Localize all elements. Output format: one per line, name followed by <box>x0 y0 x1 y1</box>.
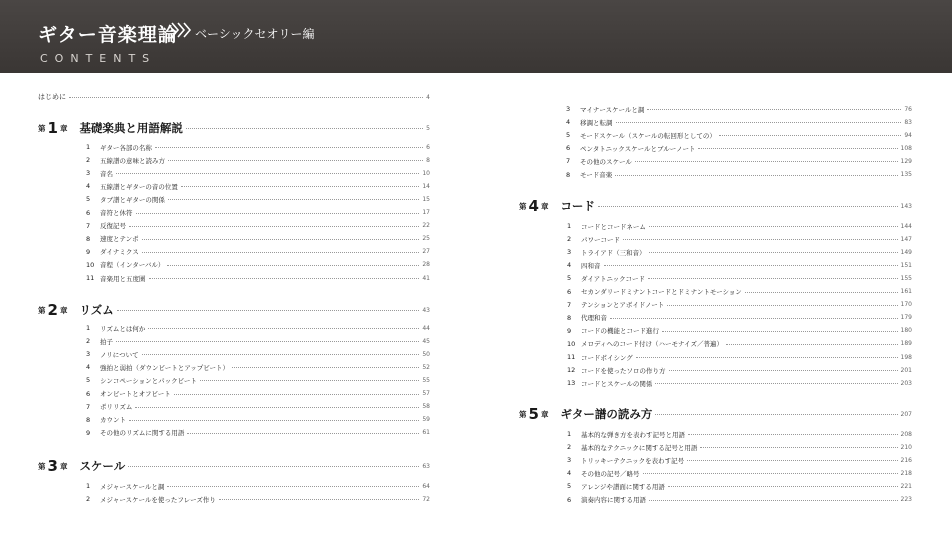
entry-title: トライアド（三和音） <box>581 248 646 257</box>
toc-entry <box>86 259 430 271</box>
entry-number: 5 <box>567 274 572 283</box>
toc-entry <box>86 374 430 386</box>
toc-entry <box>567 467 912 479</box>
entry-number: 4 <box>566 118 571 127</box>
page-number: 144 <box>900 222 912 230</box>
entry-title: メジャースケールを使ったフレーズ作り <box>100 495 216 504</box>
entry-title: トリッキーテクニックを表わす記号 <box>581 456 685 465</box>
entry-title: 基本的なテクニックに関する記号と用語 <box>581 443 698 452</box>
chapter-number: 3 <box>47 457 58 475</box>
toc-entry <box>86 480 430 492</box>
entry-number: 1 <box>567 222 572 230</box>
entry-title: 速度とテンポ <box>100 235 139 244</box>
toc-entry <box>566 169 912 181</box>
toc-entry <box>567 233 912 245</box>
leader-dots <box>186 127 423 129</box>
toc-entry <box>567 338 912 350</box>
entry-number: 2 <box>86 337 91 346</box>
toc-entry <box>567 494 912 506</box>
toc-entry <box>567 220 912 232</box>
toc-entry <box>86 493 430 505</box>
toc-entry <box>86 141 430 153</box>
entry-title: コードの機能とコード進行 <box>581 327 659 336</box>
entry-number: 5 <box>86 376 91 385</box>
toc-entry <box>86 207 430 219</box>
leader-dots <box>719 134 901 136</box>
leader-dots <box>129 419 419 421</box>
leader-dots <box>135 406 419 408</box>
entry-number: 1 <box>86 143 91 151</box>
entry-title: 音名 <box>100 169 113 178</box>
toc-entry <box>567 312 912 324</box>
leader-dots <box>655 382 897 384</box>
page-number: 189 <box>900 340 912 348</box>
entry-title: コードとスケールの関係 <box>581 379 653 388</box>
intro-label: はじめに <box>38 93 66 101</box>
entry-title: ダイアトニックコード <box>581 274 646 283</box>
entry-title: アレンジや譜面に関する用語 <box>581 482 665 491</box>
chapter-title: スケール <box>79 459 126 473</box>
entry-number: 3 <box>86 350 91 359</box>
page-number: 59 <box>422 416 430 424</box>
chapter-prefix: 第 <box>519 409 527 419</box>
entry-title: モード音楽 <box>580 171 613 179</box>
entry-title: 移調と転調 <box>580 118 613 127</box>
toc-entry <box>567 259 912 271</box>
chapter-number: 5 <box>528 405 539 423</box>
entry-title: オンビートとオフビート <box>100 390 171 398</box>
entry-number: 2 <box>86 495 91 504</box>
leader-dots <box>655 413 897 415</box>
toc-entry <box>567 325 912 337</box>
toc-entry <box>567 428 912 440</box>
entry-title: メジャースケールと調 <box>100 482 165 491</box>
chapter-suffix: 章 <box>59 461 68 471</box>
leader-dots <box>168 198 419 200</box>
leader-dots <box>667 304 897 306</box>
entry-number: 11 <box>86 274 95 282</box>
entry-number: 1 <box>86 482 91 490</box>
toc-entry <box>566 155 912 167</box>
entry-number: 3 <box>567 456 572 465</box>
leader-dots <box>623 238 898 240</box>
leader-dots <box>598 205 898 207</box>
leader-dots <box>649 225 898 227</box>
entry-number: 4 <box>86 182 91 191</box>
page-number: 63 <box>422 462 430 470</box>
leader-dots <box>142 353 420 355</box>
toc-entry <box>567 454 912 466</box>
entry-title: その他のスケール <box>580 157 632 166</box>
toc-entry <box>86 335 430 347</box>
page-number: 216 <box>900 456 912 464</box>
page-number: 135 <box>900 171 912 178</box>
page-number: 210 <box>900 443 912 451</box>
entry-number: 1 <box>86 324 91 332</box>
chapter-prefix: 第 <box>38 305 46 315</box>
chapter-heading <box>38 456 430 476</box>
page-number: 161 <box>900 288 912 295</box>
page-number: 50 <box>422 350 430 358</box>
toc-entry <box>86 322 430 334</box>
page-number: 170 <box>900 301 912 309</box>
page-number: 55 <box>422 376 430 384</box>
page-number: 61 <box>422 429 430 437</box>
entry-number: 10 <box>567 339 576 348</box>
entry-title: その他のリズムに関する用語 <box>100 429 185 438</box>
page-number: 76 <box>904 105 912 113</box>
page-number: 64 <box>422 482 430 490</box>
page-number: 8 <box>426 156 430 164</box>
entry-number: 13 <box>567 379 576 388</box>
page-number: 203 <box>900 379 912 387</box>
chapter-prefix: 第 <box>38 123 46 133</box>
entry-title: シンコペーションとパックビート <box>100 376 197 385</box>
entry-number: 2 <box>567 443 572 452</box>
page-number: 218 <box>900 469 912 477</box>
leader-dots <box>167 264 419 266</box>
leader-dots <box>604 264 898 266</box>
page-number: 94 <box>904 131 912 139</box>
entry-title: 反復記号 <box>100 222 126 231</box>
entry-number: 11 <box>567 353 576 361</box>
leader-dots <box>219 498 420 500</box>
page-number: 201 <box>900 366 912 374</box>
leader-dots <box>662 330 898 332</box>
chapter-suffix: 章 <box>540 409 549 419</box>
toc-entry <box>566 103 912 115</box>
toc-entry <box>86 388 430 400</box>
toc-entry <box>86 348 430 360</box>
leader-dots <box>128 465 419 467</box>
entry-title: カウント <box>100 416 126 425</box>
toc-entry <box>86 167 430 179</box>
entry-number: 5 <box>86 195 91 204</box>
page-number: 5 <box>426 124 430 132</box>
page-number: 143 <box>900 202 912 210</box>
leader-dots <box>647 108 901 110</box>
toc-entry <box>567 286 912 298</box>
leader-dots <box>181 185 419 187</box>
leader-dots <box>616 121 902 123</box>
toc-entry <box>86 427 430 439</box>
entry-title: 五線譜の意味と読み方 <box>100 156 165 165</box>
leader-dots <box>129 225 419 227</box>
page-number: 25 <box>422 235 430 243</box>
chapter-number: 2 <box>47 301 58 319</box>
leader-dots <box>649 499 898 501</box>
leader-dots <box>745 291 898 293</box>
entry-number: 5 <box>567 482 572 491</box>
chapter-suffix: 章 <box>59 123 68 133</box>
toc-entry <box>567 299 912 311</box>
entry-number: 4 <box>567 469 572 478</box>
page-number: 108 <box>900 144 912 152</box>
toc-entry <box>567 377 912 389</box>
entry-title: コードボイシング <box>581 353 633 362</box>
entry-title: マイナースケールと調 <box>580 105 645 114</box>
entry-number: 1 <box>567 430 572 438</box>
toc-entry <box>86 220 430 232</box>
chapter-prefix: 第 <box>519 201 527 211</box>
chapter-number: 1 <box>47 119 58 137</box>
entry-title: ダイナミクス <box>100 248 139 257</box>
entry-number: 5 <box>566 131 571 140</box>
page-number: 208 <box>900 430 912 438</box>
page-number: 15 <box>422 195 430 203</box>
leader-dots <box>615 174 897 176</box>
page-number: 151 <box>900 261 912 269</box>
entry-number: 7 <box>566 157 571 166</box>
entry-number: 10 <box>86 260 95 269</box>
entry-number: 7 <box>86 221 91 230</box>
page-number: 155 <box>900 274 912 282</box>
header-banner <box>0 0 952 73</box>
entry-title: 四和音 <box>581 261 601 270</box>
leader-dots <box>148 327 419 329</box>
leader-dots <box>610 317 898 319</box>
page-number: 221 <box>900 482 912 490</box>
entry-number: 6 <box>567 287 572 296</box>
entry-title: 音楽用と五度圏 <box>100 274 146 283</box>
page-number: 83 <box>904 118 912 126</box>
entry-title: パワーコード <box>581 235 620 244</box>
toc-entry <box>567 351 912 363</box>
leader-dots <box>69 96 423 98</box>
toc-entry <box>86 361 430 373</box>
toc-entry <box>86 401 430 413</box>
entry-title: ポリリズム <box>100 403 133 412</box>
entry-number: 2 <box>567 235 572 244</box>
leader-dots <box>700 446 897 448</box>
leader-dots <box>168 159 423 161</box>
entry-title: メロディへのコード付け（ハーモナイズ／普遍） <box>581 340 723 349</box>
entry-title: 五線譜とギターの音の位置 <box>100 182 178 191</box>
entry-number: 2 <box>86 156 91 165</box>
leader-dots <box>636 356 898 358</box>
toc-entry <box>86 154 430 166</box>
entry-title: テンションとアボイドノート <box>581 301 665 310</box>
page-number: 6 <box>426 143 430 151</box>
leader-dots <box>136 212 420 214</box>
chapter-suffix: 章 <box>540 201 549 211</box>
leader-dots <box>688 433 898 435</box>
entry-number: 8 <box>567 313 572 322</box>
page-number: 41 <box>422 274 430 282</box>
entry-number: 7 <box>86 402 91 411</box>
entry-title: 音程（インターバル） <box>100 261 165 270</box>
leader-dots <box>116 340 419 342</box>
entry-title: その他の記号／略号 <box>581 469 640 478</box>
toc-entry <box>567 364 912 376</box>
page-number: 14 <box>422 182 430 190</box>
leader-dots <box>142 238 420 240</box>
entry-title: 演奏内容に関する用語 <box>581 496 646 504</box>
chapter-title: リズム <box>79 303 114 317</box>
book-subtitle: ベーシックセオリー編 <box>195 27 315 41</box>
page-number: 10 <box>422 169 430 177</box>
leader-dots <box>174 393 420 395</box>
page-number: 198 <box>900 353 912 361</box>
book-title: ギター音楽理論 <box>38 24 178 46</box>
leader-dots <box>232 366 419 368</box>
toc-entry <box>86 414 430 426</box>
toc-entry <box>567 480 912 492</box>
leader-dots <box>635 160 898 162</box>
leader-dots <box>142 251 420 253</box>
leader-dots <box>668 485 898 487</box>
entry-number: 7 <box>567 300 572 309</box>
entry-number: 4 <box>567 261 572 270</box>
entry-number: 4 <box>86 363 91 372</box>
contents-label: CONTENTS <box>40 52 157 65</box>
toc-entry <box>86 233 430 245</box>
page-number: 223 <box>900 496 912 503</box>
chapter-heading <box>38 300 430 320</box>
entry-title: モードスケール（スケールの転回形としての） <box>580 131 716 140</box>
chapter-title: 基礎楽典と用語解説 <box>79 121 183 135</box>
entry-title: リズムとは何か <box>100 324 146 333</box>
entry-number: 8 <box>86 234 91 243</box>
page-number: 207 <box>900 410 912 418</box>
page-number: 149 <box>900 248 912 256</box>
page-number: 129 <box>900 157 912 165</box>
page-number: 4 <box>426 93 430 101</box>
entry-title: コードを使ったソロの作り方 <box>581 366 666 375</box>
page-number: 17 <box>422 209 430 216</box>
page-number: 58 <box>422 403 430 411</box>
chapter-title: ギター譜の読み方 <box>560 407 653 421</box>
page-number: 27 <box>422 248 430 256</box>
entry-title: ノリについて <box>100 350 139 359</box>
toc-intro-row <box>38 91 430 103</box>
chapter-suffix: 章 <box>59 305 68 315</box>
chevron-right-icon <box>170 21 194 39</box>
toc-entry <box>86 246 430 258</box>
entry-number: 9 <box>567 326 572 335</box>
page-number: 72 <box>422 495 430 503</box>
toc-entry <box>566 116 912 128</box>
entry-number: 8 <box>86 415 91 424</box>
entry-number: 6 <box>86 389 91 398</box>
entry-number: 3 <box>567 248 572 257</box>
leader-dots <box>649 251 898 253</box>
page-number: 43 <box>422 306 430 314</box>
leader-dots <box>643 472 898 474</box>
entry-title: 音符と休符 <box>100 209 133 217</box>
chapter-heading <box>38 118 430 138</box>
toc-entry <box>567 246 912 258</box>
toc-entry <box>86 180 430 192</box>
page-number: 179 <box>900 314 912 322</box>
entry-number: 3 <box>86 169 91 178</box>
entry-title: ギター各部の名称 <box>100 143 152 152</box>
entry-number: 6 <box>566 144 571 153</box>
entry-number: 8 <box>566 170 571 179</box>
leader-dots <box>155 146 423 148</box>
page-number: 45 <box>422 337 430 345</box>
leader-dots <box>187 432 419 434</box>
entry-number: 6 <box>567 495 572 504</box>
entry-title: ペンタトニックスケールとブルーノート <box>580 144 696 153</box>
toc-entry <box>86 272 430 284</box>
entry-title: コードとコードネーム <box>581 222 646 231</box>
page-number: 180 <box>900 327 912 335</box>
leader-dots <box>167 485 419 487</box>
entry-title: セカンダリードミナントコードとドミナントモーション <box>581 288 742 296</box>
entry-title: 拍子 <box>100 337 113 346</box>
chapter-title: コード <box>560 199 595 213</box>
leader-dots <box>687 459 897 461</box>
leader-dots <box>117 309 420 311</box>
entry-number: 6 <box>86 208 91 217</box>
entry-title: タブ譜とギターの関係 <box>100 195 165 204</box>
entry-number: 12 <box>567 366 576 375</box>
page-number: 28 <box>422 261 430 269</box>
entry-number: 3 <box>566 105 571 113</box>
leader-dots <box>669 369 898 371</box>
leader-dots <box>149 277 420 279</box>
toc-entry <box>566 129 912 141</box>
chapter-number: 4 <box>528 197 539 215</box>
entry-title: 基本的な弾き方を表わす記号と用語 <box>581 430 685 439</box>
chapter-prefix: 第 <box>38 461 46 471</box>
toc-entry <box>86 193 430 205</box>
leader-dots <box>200 379 420 381</box>
page-number: 22 <box>422 222 430 230</box>
entry-title: 代理和音 <box>581 314 607 323</box>
chapter-heading <box>519 196 912 216</box>
page-number: 44 <box>422 324 430 332</box>
leader-dots <box>726 343 898 345</box>
page-number: 52 <box>422 363 430 371</box>
toc-entry <box>567 441 912 453</box>
leader-dots <box>698 147 897 149</box>
entry-title: 強拍と弱拍（ダウンビートとアップビート） <box>100 363 230 372</box>
entry-number: 9 <box>86 428 91 437</box>
page-number: 147 <box>900 235 912 243</box>
toc-entry <box>566 142 912 154</box>
entry-number: 9 <box>86 247 91 256</box>
chapter-heading <box>519 404 912 424</box>
leader-dots <box>116 172 419 174</box>
page-number: 57 <box>422 390 430 397</box>
toc-entry <box>567 272 912 284</box>
leader-dots <box>648 277 898 279</box>
